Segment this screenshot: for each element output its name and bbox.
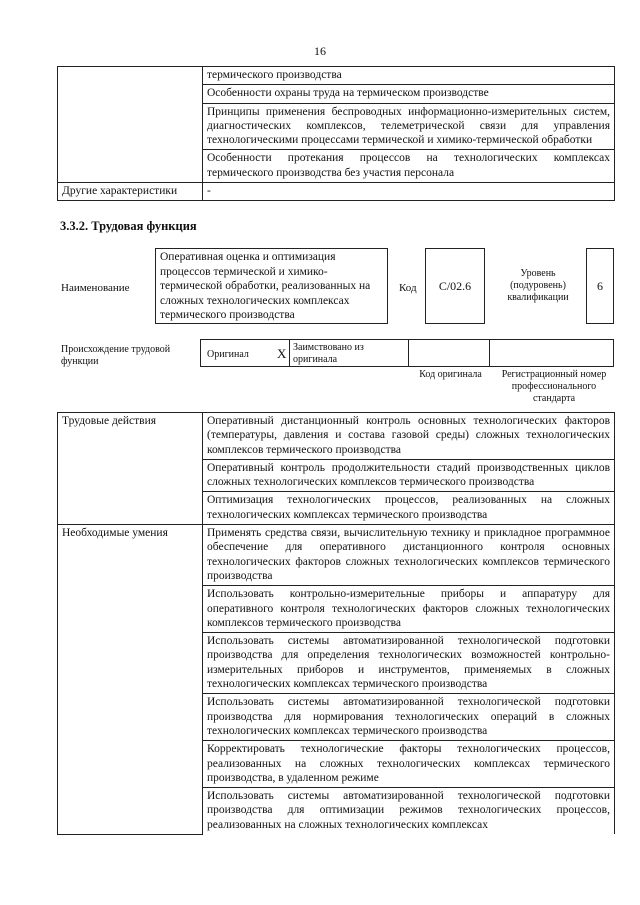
- code-original-cell: [408, 340, 490, 366]
- knowledge-table-continuation: [57, 66, 615, 201]
- original-label: Оригинал: [207, 349, 249, 360]
- skill-item: Использовать системы автоматизированной технологической подготовки производства для оптимизации режимов технологических процессов, реализованных на сложных технологических комплексах: [203, 788, 615, 834]
- skill-item: Использовать системы автоматизированной технологической подготовки производства для нормирования технологических операций в сложных технологических комплексах термического производства: [203, 694, 615, 741]
- section-heading: 3.3.2. Трудовая функция: [60, 219, 197, 233]
- level-box: [586, 248, 614, 324]
- code-label: Код: [399, 282, 417, 294]
- knowledge-item: Особенности охраны труда на термическом производстве: [203, 85, 615, 103]
- original-cell: [201, 340, 290, 366]
- reg-number-label: Регистрационный номер профессионального стандарта: [501, 369, 607, 404]
- function-name-text: Оперативная оценка и оптимизация процессов термической и химико-термической обработки, реализованных на сложных технологических комплексах термического производства: [160, 251, 371, 322]
- level-value: 6: [597, 278, 603, 293]
- empty-label-cell: [58, 67, 203, 183]
- skill-item: Использовать системы автоматизированной технологической подготовки производства для определения технологических возможностей контрольно-измерительных приборов и инструментов, применяемых в сложных технологических комплексах термического производства: [203, 633, 615, 694]
- knowledge-item: Особенности протекания процессов на технологических комплексах термического производства без участия персонала: [203, 150, 615, 183]
- labor-actions-label: Трудовые действия: [58, 413, 203, 525]
- code-original-label: Код оригинала: [419, 369, 482, 380]
- page-number: 16: [314, 44, 326, 58]
- code-value: C/02.6: [438, 278, 472, 293]
- other-characteristics-value: -: [203, 183, 615, 201]
- code-box: [425, 248, 485, 324]
- skill-item: Корректировать технологические факторы технологических процессов, реализованных на сложных технологических комплексах термического производства, в удаленном режиме: [203, 741, 615, 788]
- knowledge-item: термического производства: [203, 67, 615, 85]
- skill-item: Использовать контрольно-измерительные приборы и аппаратуру для оперативного контроля технологических факторов сложных технологических комплексов термического производства: [203, 586, 615, 633]
- function-name-box: [155, 248, 388, 324]
- origin-row: [200, 339, 614, 367]
- original-mark: X: [277, 346, 287, 361]
- knowledge-item: Принципы применения беспроводных информационно-измерительных систем, диагностических комплексов, телеметрической связи для управления технологическими процессами термической и химико-термической обработки: [203, 103, 615, 150]
- name-label: Наименование: [61, 282, 130, 294]
- skills-label: Необходимые умения: [58, 525, 203, 834]
- labor-action-item: Оперативный контроль продолжительности стадий производственных циклов сложных технологических комплексов термического производства: [203, 459, 615, 492]
- level-label: Уровень (подуровень) квалификации: [507, 268, 569, 303]
- labor-action-item: Оперативный дистанционный контроль основных технологических факторов (температуры, давления и состава газовой среды) сложных технологических комплексов термического производства: [203, 413, 615, 460]
- origin-label: Происхождение трудовой функции: [61, 344, 171, 367]
- labor-function-table: [57, 412, 615, 835]
- other-characteristics-label: Другие характеристики: [58, 183, 203, 201]
- skill-item: Применять средства связи, вычислительную технику и прикладное программное обеспечение для оперативного дистанционного контроля основных технологических факторов сложных технологических комплексов термического производства: [203, 525, 615, 586]
- labor-action-item: Оптимизация технологических процессов, реализованных на сложных технологических комплексах термического производства: [203, 492, 615, 525]
- borrowed-label: Заимствовано из оригинала: [293, 342, 364, 365]
